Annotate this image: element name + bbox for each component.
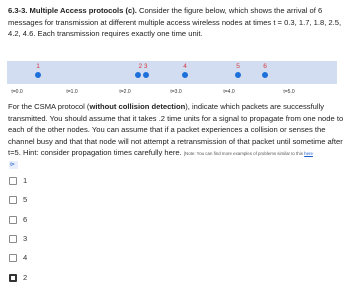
packet-dot-1 <box>35 72 41 78</box>
option-6[interactable] <box>9 215 69 225</box>
option-3[interactable] <box>9 234 69 244</box>
arrival-timeline <box>7 61 337 97</box>
packet-label-6: 6 <box>263 63 267 70</box>
option-2-checkbox[interactable] <box>9 274 17 282</box>
option-1[interactable] <box>9 176 69 186</box>
reveal-glyph: ⊳ <box>10 162 16 168</box>
option-5[interactable] <box>9 195 69 205</box>
note-link[interactable]: here <box>304 151 313 157</box>
question-prompt <box>8 101 346 160</box>
option-4-checkbox[interactable] <box>9 254 17 262</box>
option-1-checkbox[interactable] <box>9 177 17 185</box>
packet-label-5: 5 <box>236 63 240 70</box>
packet-label-4: 4 <box>183 63 187 70</box>
option-6-label: 6 <box>23 215 28 224</box>
option-6-checkbox[interactable] <box>9 216 17 224</box>
tick-t4: t=4.0 <box>223 89 235 95</box>
option-3-checkbox[interactable] <box>9 235 17 243</box>
packet-dot-2 <box>135 72 141 78</box>
packet-label-1: 1 <box>36 63 40 70</box>
tick-t3: t=3.0 <box>170 89 182 95</box>
question-intro: Consider the figure below, which shows the arrival of 6 messages for transmission at different multiple access wireless nodes at times t = 0.3, 1.7, 1.8, 2.5, 4.2, 4.6. Each transmission requires exactly one time unit. <box>8 6 342 39</box>
packet-dot-6 <box>262 72 268 78</box>
option-1-label: 1 <box>23 176 28 185</box>
prompt-emphasis: without collision detection <box>89 102 186 111</box>
packet-dot-5 <box>235 72 241 78</box>
question-title: 6.3-3. Multiple Access protocols (c). <box>8 6 137 15</box>
option-5-checkbox[interactable] <box>9 196 17 204</box>
tick-t2: t=2.0 <box>119 89 131 95</box>
timeline-strip <box>7 61 337 84</box>
prompt-note <box>184 151 313 156</box>
prompt-lead: For the CSMA protocol ( <box>8 102 90 111</box>
prompt-main: ), indicate which packets are successfully transmitted. You should assume that it takes .2 time units for a signal to propagate from one node to each of the other nodes. You can assume that if a packet experiences a collision or senses the channel busy and that that node will not attempt a retransmission of that packet until sometime after t=5. Hint: consider propagation times carefully here. <box>8 102 344 158</box>
packet-label-2-3: 2 3 <box>138 63 148 70</box>
option-3-label: 3 <box>23 234 28 243</box>
question-header <box>8 5 344 40</box>
option-4-label: 4 <box>23 253 28 262</box>
tick-t5: t=5.0 <box>283 89 295 95</box>
tick-t0: t=0.0 <box>11 89 23 95</box>
lightbulb-icon[interactable] <box>9 161 18 169</box>
packet-dot-4 <box>182 72 188 78</box>
tick-t1: t=1.0 <box>66 89 78 95</box>
prompt-note-text: [Note: You can find more examples of problems similar to this <box>183 151 305 157</box>
packet-dot-3 <box>143 72 149 78</box>
option-2[interactable] <box>9 273 69 283</box>
option-2-label: 2 <box>23 273 28 282</box>
option-4[interactable] <box>9 253 69 263</box>
option-5-label: 5 <box>23 195 28 204</box>
